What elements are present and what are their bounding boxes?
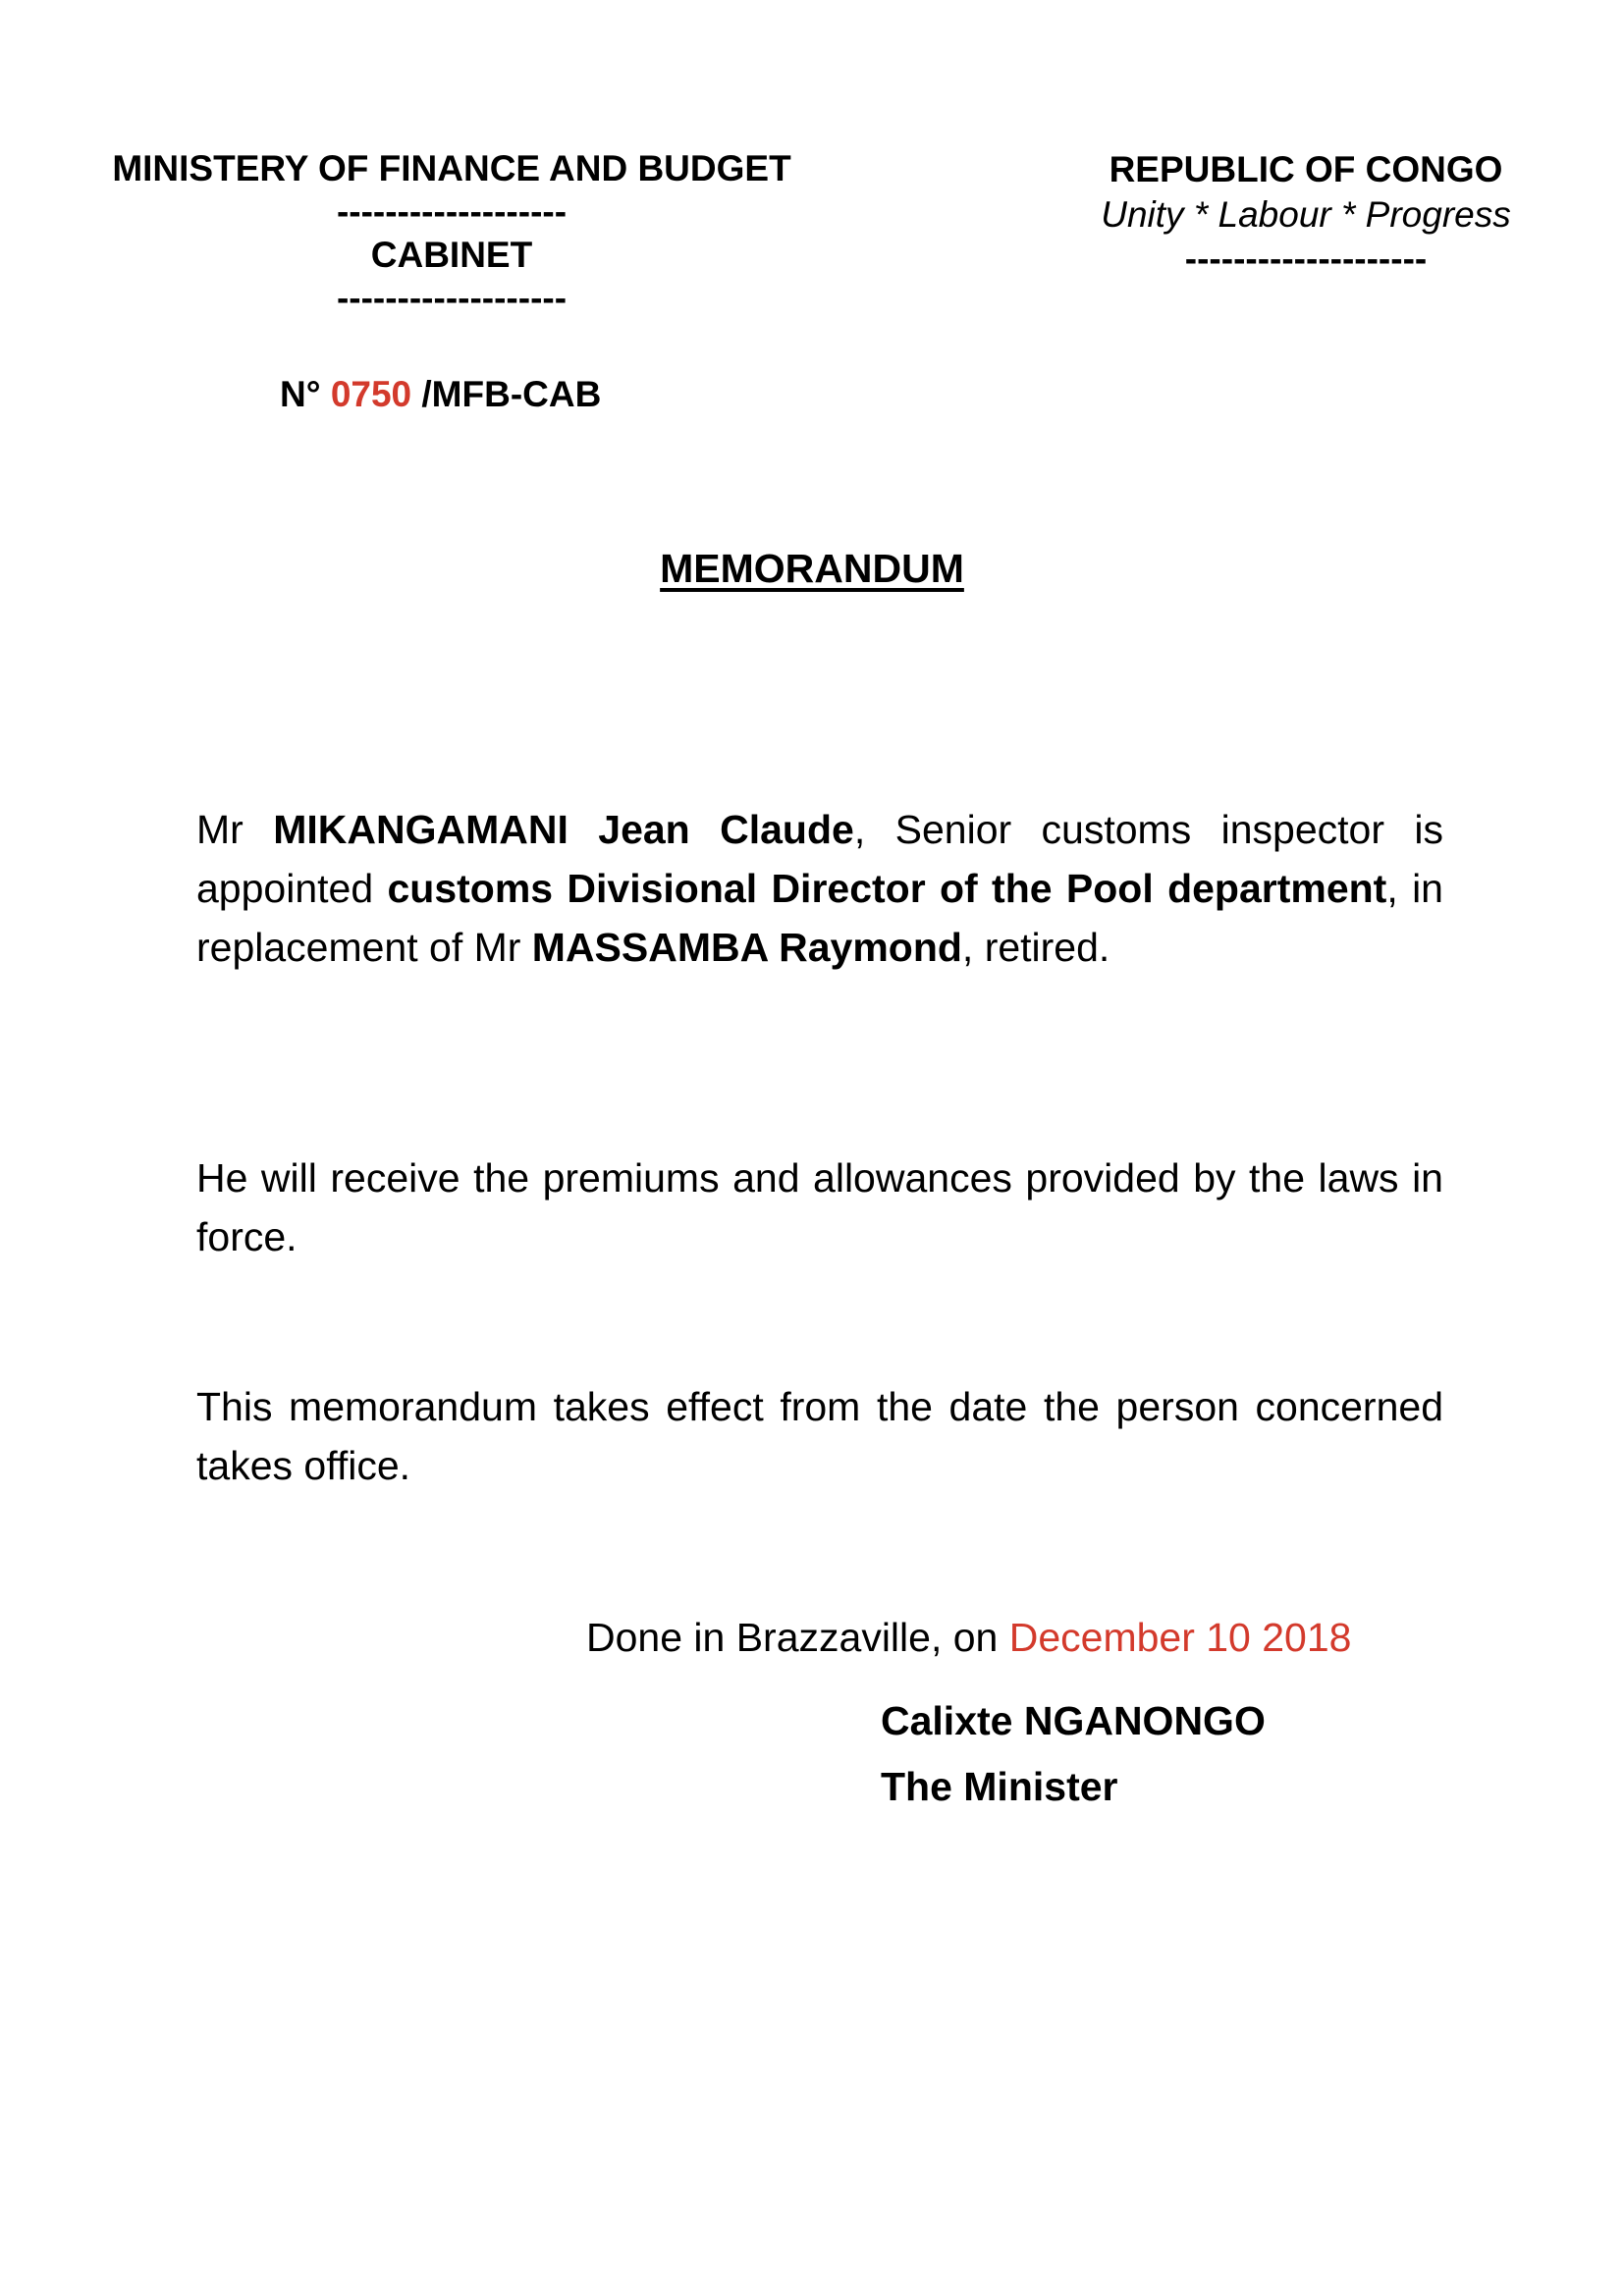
- separator-line: -------------------: [336, 191, 568, 232]
- national-motto: Unity * Labour * Progress: [1101, 194, 1511, 235]
- predecessor-name: MASSAMBA Raymond: [531, 925, 962, 970]
- issuing-authority-block: [59, 147, 844, 320]
- position-title: customs Divisional Director of the Pool department: [387, 866, 1387, 911]
- appointment-paragraph: [196, 800, 1443, 977]
- signing-date: December 10 2018: [1008, 1615, 1352, 1660]
- reference-prefix: N°: [280, 374, 321, 414]
- ministry-name: MINISTERY OF FINANCE AND BUDGET: [112, 148, 791, 188]
- place-and-date: [586, 1608, 1351, 1667]
- place-text: Done in Brazzaville, on: [586, 1615, 1009, 1660]
- country-block: [1051, 147, 1561, 281]
- title-text: MEMORANDUM: [660, 546, 964, 591]
- separator-line: -------------------: [336, 278, 568, 318]
- signer-title: The Minister: [881, 1764, 1118, 1809]
- document-title: [0, 544, 1624, 593]
- reference-number: [280, 373, 601, 416]
- allowances-paragraph: He will receive the premiums and allowances provided by the laws in force.: [196, 1155, 1443, 1259]
- text-run: Mr: [196, 807, 274, 852]
- reference-number-value: 0750: [330, 374, 412, 414]
- text-run: , Senior customs inspector is appointed: [196, 807, 1443, 911]
- appointee-name: MIKANGAMANI Jean Claude: [273, 807, 854, 852]
- reference-suffix: /MFB-CAB: [421, 374, 602, 414]
- cabinet-label: CABINET: [370, 235, 533, 275]
- signer-name: Calixte NGANONGO: [881, 1698, 1266, 1743]
- separator-line: --------------------: [1184, 239, 1428, 279]
- effective-date-paragraph: This memorandum takes effect from the date the person concerned takes office.: [196, 1384, 1443, 1488]
- country-name: REPUBLIC OF CONGO: [1109, 149, 1503, 189]
- text-run: , in replacement of Mr: [196, 866, 1443, 970]
- text-run: , retired.: [961, 925, 1110, 970]
